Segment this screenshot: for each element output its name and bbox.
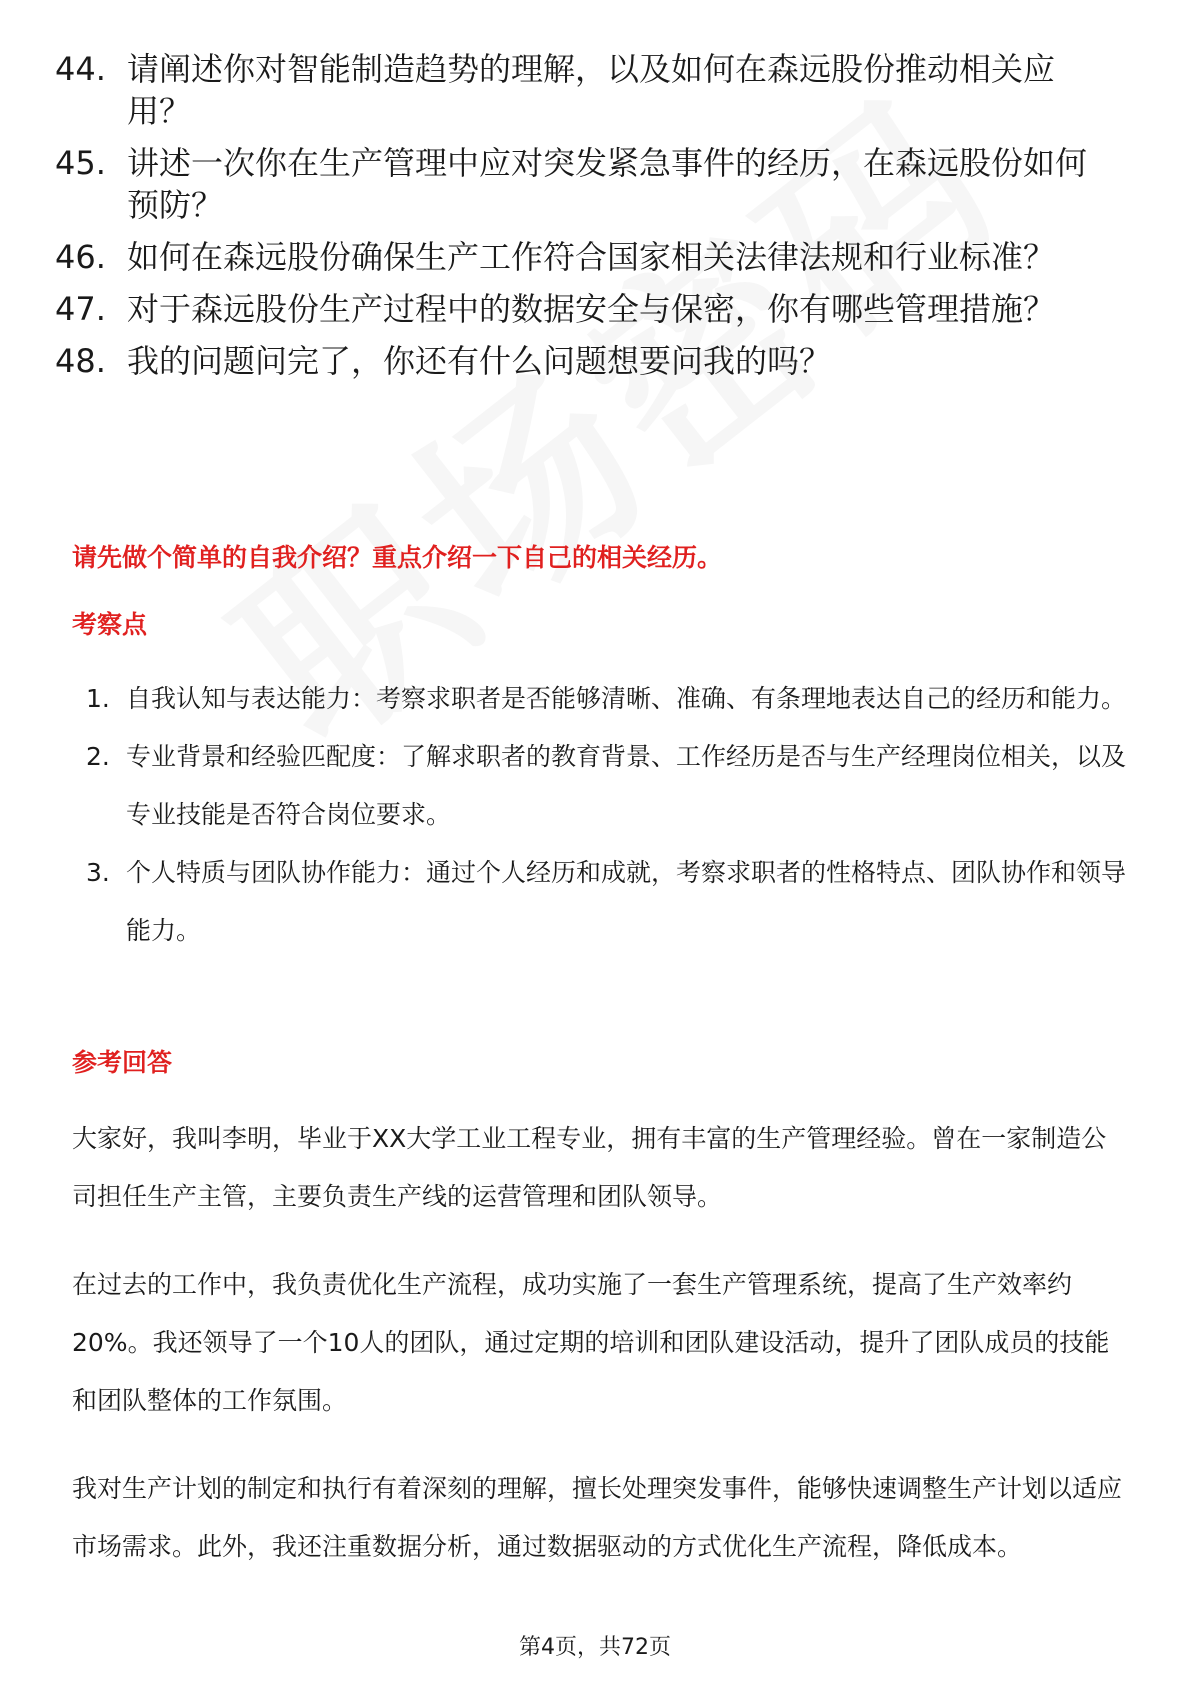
question-item — [55, 340, 1115, 382]
observe-point-list — [86, 670, 1126, 960]
observe-point-number: 2. — [86, 742, 110, 771]
observe-point-text: 个人特质与团队协作能力：通过个人经历和成就，考察求职者的性格特点、团队协作和领导能力。 — [126, 858, 1127, 945]
question-item — [55, 142, 1115, 226]
question-number: 48. — [55, 342, 106, 380]
observe-point — [86, 728, 1126, 844]
page-footer: 第4页，共72页 — [519, 1635, 671, 1660]
question-heading: 请先做个简单的自我介绍？重点介绍一下自己的相关经历。 — [72, 543, 723, 572]
question-number: 44. — [55, 50, 106, 88]
question-text: 讲述一次你在生产管理中应对突发紧急事件的经历，在森远股份如何预防？ — [127, 144, 1088, 224]
answer-paragraph: 在过去的工作中，我负责优化生产流程，成功实施了一套生产管理系统，提高了生产效率约20%。我还领导了一个10人的团队，通过定期的培训和团队建设活动，提升了团队成员的技能和团队整体的工作氛围。 — [72, 1270, 1110, 1415]
question-item — [55, 48, 1115, 132]
question-text: 如何在森远股份确保生产工作符合国家相关法律法规和行业标准？ — [127, 238, 1056, 276]
question-number: 45. — [55, 144, 106, 182]
answer-label: 参考回答 — [72, 1048, 173, 1077]
observe-point-number: 3. — [86, 858, 110, 887]
observe-label: 考察点 — [72, 610, 148, 639]
observe-point-text: 自我认知与表达能力：考察求职者是否能够清晰、准确、有条理地表达自己的经历和能力。 — [126, 684, 1127, 713]
question-list — [55, 48, 1115, 392]
question-text: 对于森远股份生产过程中的数据安全与保密，你有哪些管理措施？ — [127, 290, 1056, 328]
observe-point-text: 专业背景和经验匹配度：了解求职者的教育背景、工作经历是否与生产经理岗位相关，以及专业技能是否符合岗位要求。 — [126, 742, 1127, 829]
question-text: 我的问题问完了，你还有什么问题想要问我的吗？ — [127, 342, 832, 380]
answer-paragraph: 我对生产计划的制定和执行有着深刻的理解，擅长处理突发事件，能够快速调整生产计划以适应市场需求。此外，我还注重数据分析，通过数据驱动的方式优化生产流程，降低成本。 — [72, 1474, 1123, 1561]
question-text: 请阐述你对智能制造趋势的理解，以及如何在森远股份推动相关应用？ — [127, 50, 1056, 130]
question-item — [55, 236, 1115, 278]
question-number: 46. — [55, 238, 106, 276]
question-item — [55, 288, 1115, 330]
observe-point — [86, 844, 1126, 960]
observe-point-number: 1. — [86, 684, 110, 713]
question-number: 47. — [55, 290, 106, 328]
observe-point — [86, 670, 1126, 728]
answer-paragraph: 大家好，我叫李明，毕业于XX大学工业工程专业，拥有丰富的生产管理经验。曾在一家制造公司担任生产主管，主要负责生产线的运营管理和团队领导。 — [72, 1124, 1107, 1211]
